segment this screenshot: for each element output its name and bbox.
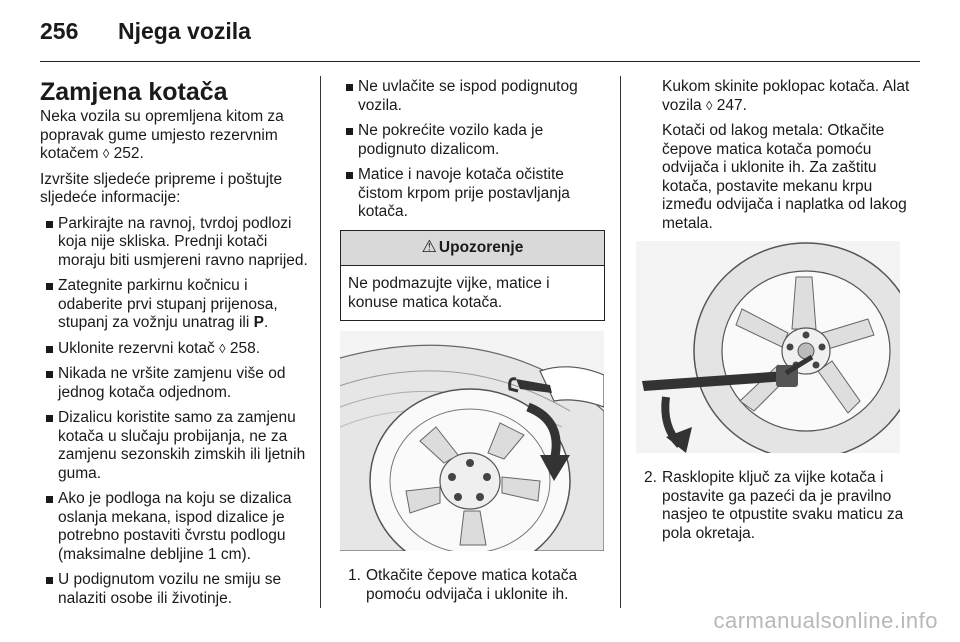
list-item: Zategnite parkirnu kočnicu i odaberite prvi stupanj prijenosa, stupanj za vožnju unatrag ili P. (40, 277, 310, 333)
bullet-square-icon (46, 371, 53, 378)
safety-list (340, 78, 605, 222)
list-item: Ne pokrećite vozilo kada je podignuto dizalicom. (340, 122, 605, 159)
list-item: 2. Rasklopite ključ za vijke kotača i postavite ga pazeći da je pravilno nasjeo te otpustite svaku maticu za pola okretaja. (644, 469, 904, 542)
bullet-square-icon (46, 577, 53, 584)
list-item: Ako je podloga na koju se dizalica oslanja mekana, ispod dizalice je potrebno postaviti čvrstu podlogu (maksimalne debljine 1 cm). (40, 490, 310, 564)
hubcap-paragraph: Kukom skinite poklopac kotača. Alat vozila ◊ 247. (662, 78, 910, 114)
list-item: Parkirajte na ravnoj, tvrdoj podlozi koja nije skliska. Prednji kotači moraju biti usmjereni ravno naprijed. (40, 215, 310, 271)
list-item: Nikada ne vršite zamjenu više od jednog kotača odjednom. (40, 365, 310, 402)
preparation-paragraph: Izvršite sljedeće pripreme i poštujte sljedeće informacije: (40, 170, 283, 206)
wheel-wrench-image (636, 241, 900, 453)
warning-header (341, 231, 604, 267)
list-item: Uklonite rezervni kotač ◊ 258. (40, 340, 310, 359)
column-2 (340, 78, 605, 604)
warning-box (340, 230, 605, 322)
list-item: Matice i navoje kotača očistite čistom krpom prije postavljanja kotača. (340, 166, 605, 222)
wheel-cover-removal-illustration (340, 331, 604, 551)
steps-list-1 (340, 567, 605, 604)
list-item: Ne uvlačite se ispod podignutog vozila. (340, 78, 605, 115)
step-number: 2. (644, 469, 657, 486)
alloy-wheels-paragraph: Kotači od lakog metala: Otkačite čepove matica kotača pomoću odvijača i uklonite ih. Za zaštitu kotača, postavite mekanu krpu između odvijača i naplatka od lakog metala. (662, 122, 907, 232)
page-header (40, 14, 920, 62)
watermark: carmanualsonline.info (713, 608, 938, 633)
column-divider (320, 76, 321, 608)
bullet-square-icon (46, 346, 53, 353)
wheel-wrench-illustration (636, 241, 900, 453)
list-item: U podignutom vozilu ne smiju se nalaziti osobe ili životinje. (40, 571, 310, 608)
bullet-square-icon (46, 283, 53, 290)
page-reference-icon: ◊ (705, 97, 713, 113)
gear-position-label: P (253, 314, 264, 331)
page-reference-icon: ◊ (219, 340, 226, 356)
section-title: Zamjena kotača (40, 78, 228, 106)
bullet-square-icon (346, 128, 353, 135)
chapter-title: Njega vozila (118, 18, 251, 44)
steps-list-2 (636, 469, 920, 543)
list-item: 1. Otkačite čepove matica kotača pomoću odvijača i uklonite ih. (348, 567, 578, 603)
bullet-square-icon (46, 415, 53, 422)
bullet-square-icon (346, 84, 353, 91)
page-reference[interactable]: 252. (113, 145, 144, 162)
page-reference-icon: ◊ (102, 146, 110, 161)
column-divider (620, 76, 621, 608)
intro-paragraph: Neka vozila su opremljena kitom za popravak gume umjesto rezervnim kotačem ◊ 252. (40, 108, 284, 162)
list-item: Dizalicu koristite samo za zamjenu kotača u slučaju probijanja, ne za zamjenu sezonskih zimskih ili ljetnih guma. (40, 409, 310, 483)
bullet-square-icon (46, 496, 53, 503)
preparation-list (40, 215, 310, 609)
step-number: 1. (348, 567, 361, 584)
column-1 (40, 78, 310, 615)
bullet-square-icon (346, 172, 353, 179)
bullet-square-icon (46, 221, 53, 228)
page-number: 256 (40, 18, 79, 44)
page-reference[interactable]: 258. (229, 339, 261, 357)
wheel-cover-removal-image (340, 331, 604, 551)
page-reference[interactable]: 247. (716, 96, 747, 114)
warning-title: Upozorenje (438, 238, 524, 256)
warning-triangle-icon: ⚠ (421, 236, 437, 256)
warning-text: Ne podmazujte vijke, matice i konuse matica kotača. (348, 275, 550, 311)
column-3 (636, 78, 920, 543)
